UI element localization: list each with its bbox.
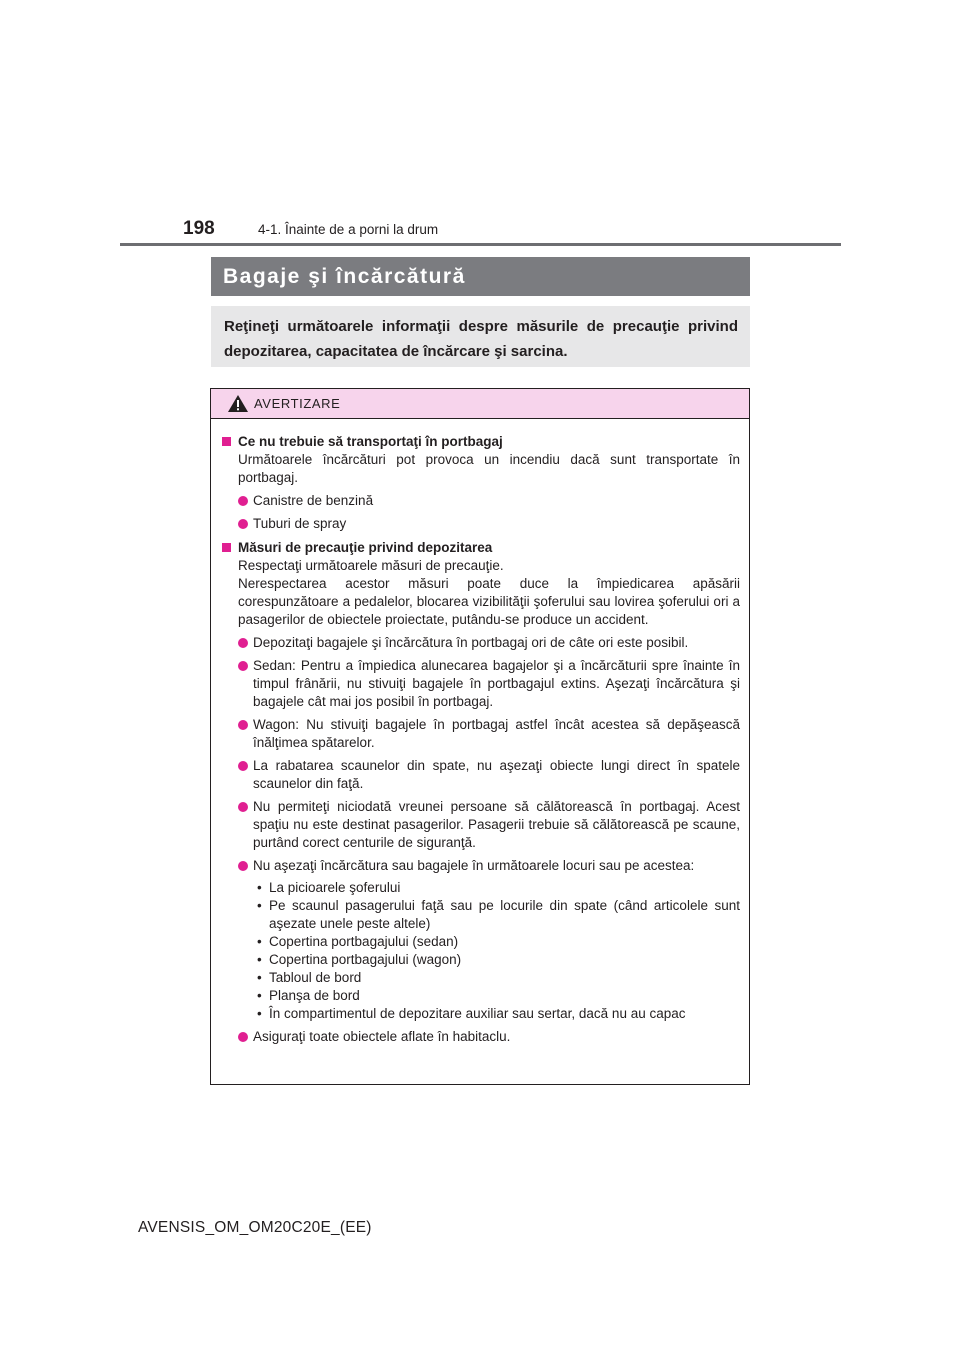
circle-bullet-icon bbox=[238, 496, 248, 506]
warning-title: AVERTIZARE bbox=[254, 396, 341, 411]
list-item: Wagon: Nu stivuiţi bagajele în portbagaj astfel încât acestea să depăşească înălţimea spătarelor. bbox=[221, 716, 740, 752]
list-item: Tuburi de spray bbox=[221, 515, 740, 533]
section-paragraph: Următoarele încărcături pot provoca un incendiu dacă sunt transportate în portbagaj. bbox=[238, 452, 740, 485]
sub-list-item: • Planşa de bord bbox=[257, 988, 360, 1003]
list-item: Depozitaţi bagajele şi încărcătura în portbagaj ori de câte ori este posibil. bbox=[221, 634, 740, 652]
list-item: Asiguraţi toate obiectele aflate în habitaclu. bbox=[221, 1028, 740, 1046]
warning-triangle-icon bbox=[228, 395, 248, 412]
circle-bullet-icon bbox=[238, 519, 248, 529]
section-paragraph bbox=[221, 557, 740, 629]
sub-bullet-mark: • bbox=[257, 952, 262, 967]
square-bullet-icon bbox=[222, 437, 231, 446]
paragraph-line: Respectaţi următoarele măsuri de precauţie. bbox=[238, 558, 504, 573]
circle-bullet-icon bbox=[238, 861, 248, 871]
list-item: Canistre de benzină bbox=[221, 492, 740, 510]
circle-bullet-icon bbox=[238, 1032, 248, 1042]
list-item: La rabatarea scaunelor din spate, nu aşezaţi obiecte lungi direct în spatele scaunelor din faţă. bbox=[221, 757, 740, 793]
sub-list-item: • Tabloul de bord bbox=[257, 970, 362, 985]
warning-section-heading bbox=[221, 539, 740, 557]
sub-bullet-mark: • bbox=[257, 970, 262, 985]
sub-list bbox=[221, 879, 740, 1023]
sub-list-item: • În compartimentul de depozitare auxiliar sau sertar, dacă nu au capac bbox=[257, 1006, 686, 1021]
circle-bullet-icon bbox=[238, 761, 248, 771]
sub-list-item: • Copertina portbagajului (wagon) bbox=[257, 952, 462, 967]
circle-bullet-icon bbox=[238, 638, 248, 648]
circle-bullet-icon bbox=[238, 802, 248, 812]
circle-bullet-icon bbox=[238, 720, 248, 730]
paragraph-text: Nerespectarea acestor măsuri poate duce la împiedicarea apăsării corespunzătoare a pedalelor, blocarea vizibilităţii şoferului sau lovirea şoferului ori a pasagerilor de obiectele proiectate, putându-se produce un accident. bbox=[238, 576, 740, 627]
list-item: Sedan: Pentru a împiedica alunecarea bagajelor şi a încărcăturii spre înainte în timpul frânării, nu stivuiţi bagajele în portbagajul extins. Aşezaţi încărcătura şi bagajele cât mai jos posibil în portbagaj. bbox=[221, 657, 740, 711]
footer-code: AVENSIS_OM_OM20C20E_(EE) bbox=[138, 1219, 372, 1236]
sub-bullet-mark: • bbox=[257, 988, 262, 1003]
intro-box bbox=[211, 306, 750, 367]
sub-bullet-mark: • bbox=[257, 898, 262, 913]
sub-list-item: • La picioarele şoferului bbox=[257, 880, 401, 895]
warning-box bbox=[210, 388, 750, 1085]
sub-list-item: • Pe scaunul pasagerului faţă sau pe locurile din spate (când articolele sunt aşezate unele peste altele) bbox=[257, 898, 740, 931]
page-title: Bagaje şi încărcătură bbox=[223, 264, 466, 288]
warning-section-heading bbox=[221, 433, 740, 451]
title-bar bbox=[211, 257, 750, 296]
list-item: Nu aşezaţi încărcătura sau bagajele în următoarele locuri sau pe acestea: bbox=[221, 857, 740, 875]
warning-header bbox=[211, 389, 749, 419]
intro-text: Reţineţi următoarele informaţii despre măsurile de precauţie privind depozitarea, capacitatea de încărcare şi sarcina. bbox=[224, 318, 738, 360]
sub-bullet-mark: • bbox=[257, 934, 262, 949]
warning-body bbox=[211, 419, 749, 1046]
square-bullet-icon bbox=[222, 543, 231, 552]
section-heading-text: Măsuri de precauţie privind depozitarea bbox=[238, 540, 493, 555]
header-rule bbox=[120, 243, 841, 246]
circle-bullet-icon bbox=[238, 661, 248, 671]
list-item: Nu permiteţi niciodată vreunei persoane să călătorească în portbagaj. Acest spaţiu nu este destinat pasagerilor. Pasagerii trebuie să călătorească pe scaune, purtând corect centurile de siguranţă. bbox=[221, 798, 740, 852]
sub-list-item: • Copertina portbagajului (sedan) bbox=[257, 934, 459, 949]
page-number: 198 bbox=[183, 218, 215, 239]
section-heading-text: Ce nu trebuie să transportaţi în portbagaj bbox=[238, 434, 503, 449]
sub-bullet-mark: • bbox=[257, 880, 262, 895]
sub-bullet-mark: • bbox=[257, 1006, 262, 1021]
section-label: 4-1. Înainte de a porni la drum bbox=[258, 222, 439, 237]
